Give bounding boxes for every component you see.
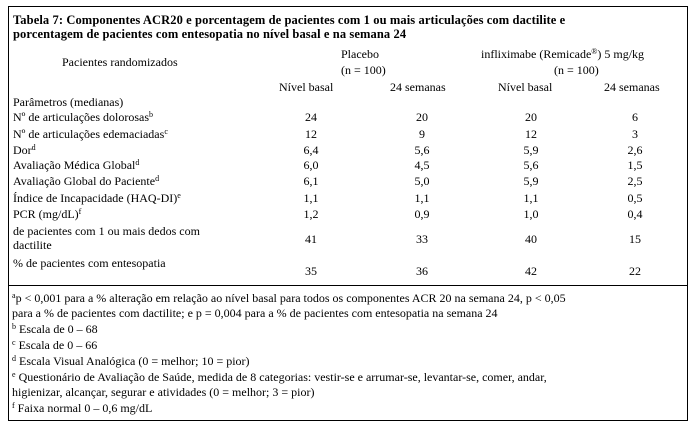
table-cell: 5,6 xyxy=(414,143,430,157)
infliximab-header: infliximabe (Remicade®) 5 mg/kg xyxy=(481,47,645,61)
placebo-header: Placebo xyxy=(341,47,379,61)
row-label: Nº de articulações dolorosas$^b$ xyxy=(13,110,154,124)
footnote-a: $^a$p < 0,001 para a % alteração em relação ao nível basal para todos os componentes ACR 20 na semana 24, p < 0,05 xyxy=(12,291,566,305)
table-cell: 3 xyxy=(632,127,638,141)
table-cell: 6,1 xyxy=(303,174,319,188)
table-cell: 35 xyxy=(305,264,317,278)
footnote-d: $^d$ Escala Visual Analógica (0 = melhor; 10 = pior) xyxy=(12,354,250,368)
table-cell: 4,5 xyxy=(414,158,430,172)
row-label: % de pacientes com entesopatia xyxy=(13,256,166,270)
table-cell: 5,6 xyxy=(523,158,539,172)
footnote-b: $^b$ Escala de 0 – 68 xyxy=(12,322,98,336)
row-label: Dor$^d$ xyxy=(13,143,36,157)
row-label-cont: dactilite xyxy=(13,238,52,252)
table-cell: 33 xyxy=(416,232,428,246)
table-cell: 9 xyxy=(419,127,425,141)
table-cell: 20 xyxy=(525,110,537,124)
table-cell: 2,5 xyxy=(627,174,643,188)
placebo-n: (n = 100) xyxy=(341,63,386,77)
table-title-line1: Tabela 7: Componentes ACR20 e porcentagem de pacientes com 1 ou mais articulações com dactilite e xyxy=(13,13,566,27)
table-cell: 1,1 xyxy=(523,191,539,205)
table-cell: 1,1 xyxy=(303,191,319,205)
footnote-e-cont: higienizar, alcançar, segurar e atividades (0 = melhor; 3 = pior) xyxy=(12,385,315,399)
table-cell: 41 xyxy=(305,232,317,246)
parameters-label: Parâmetros (medianas) xyxy=(13,95,124,109)
row-label: Avaliação Médica Global$^d$ xyxy=(13,158,140,172)
col-week24-infliximab: 24 semanas xyxy=(604,80,660,94)
row-label: de pacientes com 1 ou mais dedos com xyxy=(13,224,200,238)
table-cell: 1,5 xyxy=(627,158,643,172)
table-cell: 5,9 xyxy=(523,174,539,188)
footnote-e: $^e$ Questionário de Avaliação de Saúde, medida de 8 categorias: vestir-se e arrumar-se, levantar-se, comer, andar, xyxy=(12,370,547,384)
row-label: Índice de Incapacidade $(HAQ-DI)^e$ xyxy=(13,191,181,205)
table-cell: 42 xyxy=(525,264,537,278)
table-cell: 0,5 xyxy=(627,191,643,205)
table-cell: 1,0 xyxy=(523,207,539,221)
patients-randomized-label: Pacientes randomizados xyxy=(62,55,178,69)
col-week24-placebo: 24 semanas xyxy=(390,80,446,94)
footnote-f: $^f$ Faixa normal 0 – 0,6 mg/dL xyxy=(12,401,153,415)
table-cell: 2,6 xyxy=(627,143,643,157)
table-cell: 15 xyxy=(629,232,641,246)
table-cell: 20 xyxy=(416,110,428,124)
table-cell: 5,9 xyxy=(523,143,539,157)
table-cell: 6,4 xyxy=(303,143,319,157)
col-baseline-placebo: Nível basal xyxy=(279,80,334,94)
table-cell: 12 xyxy=(305,127,317,141)
footnote-c: $^c$ Escala de 0 – 66 xyxy=(12,338,98,352)
footnote-divider xyxy=(8,285,688,286)
table-cell: 12 xyxy=(525,127,537,141)
table-cell: 36 xyxy=(416,264,428,278)
table-cell: 40 xyxy=(525,232,537,246)
table-cell: 1,2 xyxy=(303,207,319,221)
table-cell: 6 xyxy=(632,110,638,124)
table-title-line2: porcentagem de pacientes com entesopatia no nível basal e na semana 24 xyxy=(13,27,407,41)
table-cell: 0,4 xyxy=(627,207,643,221)
table-cell: 22 xyxy=(629,264,641,278)
table-cell: 24 xyxy=(305,110,317,124)
table-cell: 1,1 xyxy=(414,191,430,205)
row-label: Nº de articulações edemaciadas$^c$ xyxy=(13,127,168,141)
footnote-a-cont: para a % de pacientes com dactilite; e p = 0,004 para a % de pacientes com entesopatia na semana 24 xyxy=(12,306,498,320)
table-cell: 6,0 xyxy=(303,158,319,172)
col-baseline-infliximab: Nível basal xyxy=(498,80,553,94)
infliximab-n: (n = 100) xyxy=(554,63,599,77)
row-label: PCR $(mg/dL)^f$ xyxy=(13,207,82,221)
table-cell: 5,0 xyxy=(414,174,430,188)
table-cell: 0,9 xyxy=(414,207,430,221)
row-label: Avaliação Global do Paciente$^d$ xyxy=(13,174,160,188)
